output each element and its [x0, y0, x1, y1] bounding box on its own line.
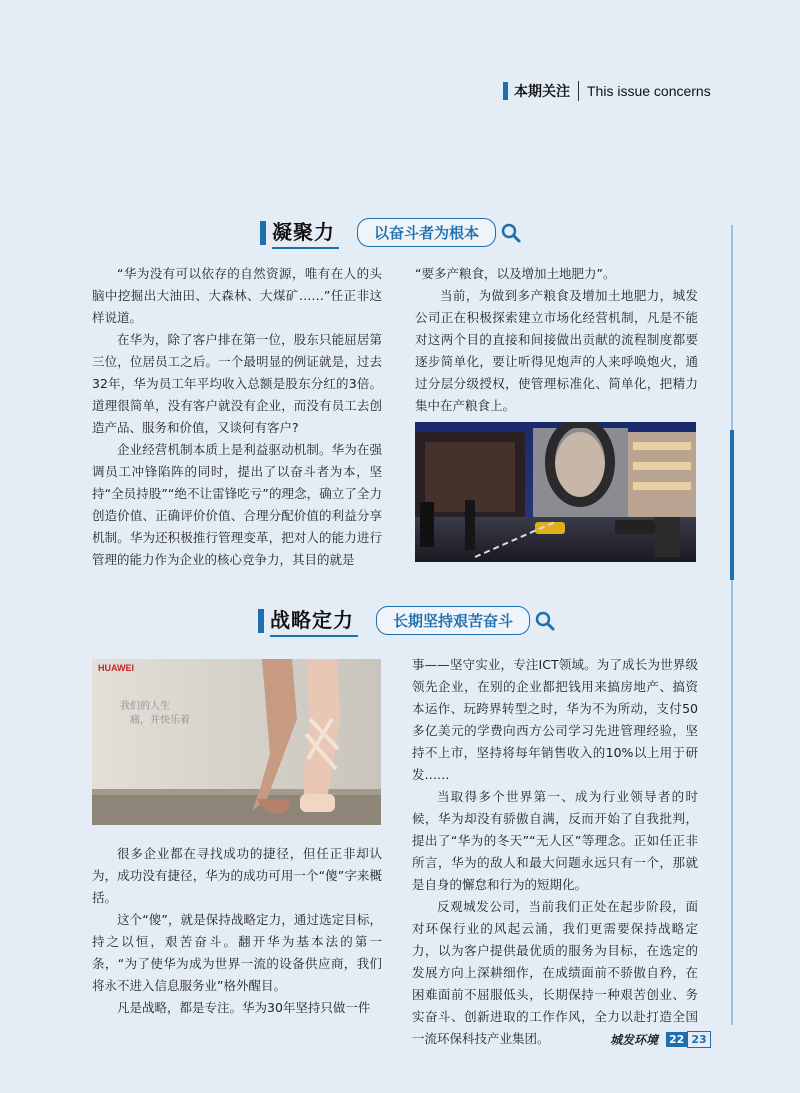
section2-right-column: [412, 654, 698, 1050]
section-title: 战略定力: [270, 604, 358, 637]
paragraph: 企业经营机制本质上是利益驱动机制。华为在强调员工冲锋陷阵的同时，提出了以奋斗者为本，坚持“全员持股”“绝不让雷锋吃亏”的理念，确立了全力创造价值、正确评价价值、合理分配价值的利益分享机制。华为还积极推行管理变革，把对人的能力进行管理的能力作为企业的核心竞争力，其目的就是: [92, 442, 382, 567]
header-divider: [578, 81, 579, 101]
magnifier-icon: [500, 222, 522, 244]
ballet-feet-ad-photo: [92, 659, 381, 825]
paragraph: 很多企业都在寻找成功的捷径，但任正非却认为，成功没有捷径，华为的成功可用一个“傻”字来概括。: [92, 846, 382, 905]
page-number-left: 22: [666, 1032, 687, 1047]
section-title: 凝聚力: [272, 216, 339, 249]
section-heading-strategy: [258, 604, 556, 637]
huawei-logo-text: HUAWEI: [98, 663, 134, 673]
paragraph: 在华为，除了客户排在第一位，股东只能屈居第三位，位居员工之后。一个最明显的例证就是，过去32年，华为员工年平均收入总额是股东分红的3倍。道理很简单，没有客户就没有企业，而没有员工去创造产品、服务和价值，又谈何有客户?: [92, 332, 382, 435]
paragraph: “要多产粮食，以及增加土地肥力”。: [415, 266, 616, 281]
header-accent-bar: [503, 82, 508, 100]
page-footer: [610, 1031, 711, 1048]
side-rule-accent: [730, 430, 734, 580]
side-rule: [731, 225, 733, 1025]
paragraph: 凡是战略，都是专注。华为30年坚持只做一件: [117, 1000, 371, 1015]
section-mark: [260, 221, 266, 245]
magnifier-icon: [534, 610, 556, 632]
section-heading-cohesion: [260, 216, 522, 249]
paragraph: 这个“傻”，就是保持战略定力，通过选定目标，持之以恒，艰苦奋斗。翻开华为基本法的第一条，“为了使华为成为世界一流的设备供应商，我们将永不进入信息服务业”格外醒目。: [92, 912, 382, 993]
section-subtitle: 以奋斗者为根本: [357, 218, 496, 247]
paragraph: 事——坚守实业，专注ICT领域。为了成长为世界级领先企业，在别的企业都把钱用来搞房地产、搞资本运作、玩跨界转型之时，华为不为所动，支付50多亿美元的学费向西方公司学习先进管理经验，坚持不上市，坚持将每年销售收入的10%以上用于研发……: [412, 657, 698, 782]
section-subtitle: 长期坚持艰苦奋斗: [376, 606, 530, 635]
section1-left-column: [92, 263, 382, 571]
header-title-cn: 本期关注: [514, 84, 570, 100]
page-number-right: 23: [687, 1031, 710, 1048]
section1-right-column: [415, 263, 698, 417]
paragraph: 当取得多个世界第一、成为行业领导者的时候，华为却没有骄傲自满，反而开始了自我批判，提出了“华为的冬天”“无人区”等理念。正如任正非所言，华为的敌人和最大问题永远只有一个，那就是自身的懈怠和行为的短期化。: [412, 789, 698, 892]
issue-header: [503, 80, 711, 102]
footer-brand: 城发环境: [610, 1033, 659, 1047]
paragraph: 当前，为做到多产粮食及增加土地肥力，城发公司正在积极探索建立市场化经营机制，凡是不能对这两个目的直接和间接做出贡献的流程制度都要逐步简单化，要让听得见炮声的人来呼唤炮火，通过分层分级授权，使管理标准化、简单化，把精力集中在产粮食上。: [415, 288, 698, 413]
ad-slogan-line2: 痛，并快乐着: [130, 715, 190, 726]
paragraph: “华为没有可以依存的自然资源，唯有在人的头脑中挖掘出大油田、大森林、大煤矿……”任正非这样说道。: [92, 266, 382, 325]
section2-left-column: [92, 843, 382, 1019]
section-mark: [258, 609, 264, 633]
header-title-en: This issue concerns: [587, 83, 711, 99]
paragraph: 反观城发公司，当前我们正处在起步阶段，面对环保行业的风起云涌，我们更需要保持战略定力，以为客户提供最优质的服务为目标，在选定的发展方向上深耕细作，在成绩面前不骄傲自矜，在困难面前不屈服低头，长期保持一种艰苦创业、务实奋斗、创新进取的工作作风，全力以赴打造全国一流环保科技产业集团。: [412, 899, 698, 1046]
street-billboard-photo: [415, 422, 696, 562]
ad-slogan-line1: 我们的人生: [120, 701, 170, 712]
